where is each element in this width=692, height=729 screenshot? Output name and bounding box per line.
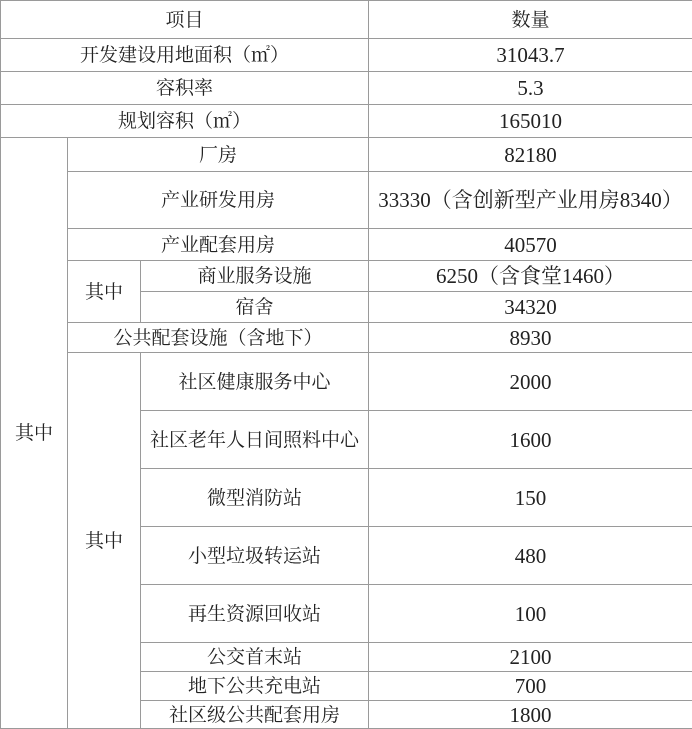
table-row (1, 105, 692, 138)
row-label: 社区级公共配套用房 (141, 701, 369, 729)
table-row (1, 261, 692, 292)
table-row (1, 323, 692, 353)
row-value: 480 (369, 527, 692, 585)
row-value: 31043.7 (369, 39, 692, 72)
row-value: 2000 (369, 353, 692, 411)
row-label: 公交首末站 (141, 643, 369, 672)
row-label: 公共配套设施（含地下） (68, 323, 369, 353)
row-value: 82180 (369, 138, 692, 172)
row-value: 40570 (369, 229, 692, 261)
row-label: 规划容积（㎡） (1, 105, 369, 138)
row-label: 地下公共充电站 (141, 672, 369, 701)
row-label: 产业研发用房 (68, 172, 369, 229)
row-value: 150 (369, 469, 692, 527)
table-row (1, 353, 692, 411)
row-value: 1600 (369, 411, 692, 469)
row-label: 社区健康服务中心 (141, 353, 369, 411)
row-value: 6250（含食堂1460） (369, 261, 692, 292)
table-row (1, 172, 692, 229)
row-label: 厂房 (68, 138, 369, 172)
table-row (1, 138, 692, 172)
row-label: 再生资源回收站 (141, 585, 369, 643)
row-value: 1800 (369, 701, 692, 729)
row-value: 34320 (369, 292, 692, 323)
row-value: 5.3 (369, 72, 692, 105)
public-sub-label: 其中 (68, 353, 141, 729)
row-label: 宿舍 (141, 292, 369, 323)
row-value: 33330（含创新型产业用房8340） (369, 172, 692, 229)
row-label: 小型垃圾转运站 (141, 527, 369, 585)
row-label: 商业服务设施 (141, 261, 369, 292)
row-value: 165010 (369, 105, 692, 138)
row-label: 容积率 (1, 72, 369, 105)
row-value: 100 (369, 585, 692, 643)
breakdown-label: 其中 (1, 138, 68, 729)
table-row (1, 229, 692, 261)
header-row (1, 1, 692, 39)
row-label: 产业配套用房 (68, 229, 369, 261)
table-row (1, 72, 692, 105)
header-item: 项目 (1, 1, 369, 39)
row-value: 700 (369, 672, 692, 701)
support-sub-label: 其中 (68, 261, 141, 323)
row-label: 开发建设用地面积（㎡） (1, 39, 369, 72)
row-value: 8930 (369, 323, 692, 353)
row-value: 2100 (369, 643, 692, 672)
row-label: 微型消防站 (141, 469, 369, 527)
table-row (1, 39, 692, 72)
header-quantity: 数量 (369, 1, 692, 39)
row-label: 社区老年人日间照料中心 (141, 411, 369, 469)
